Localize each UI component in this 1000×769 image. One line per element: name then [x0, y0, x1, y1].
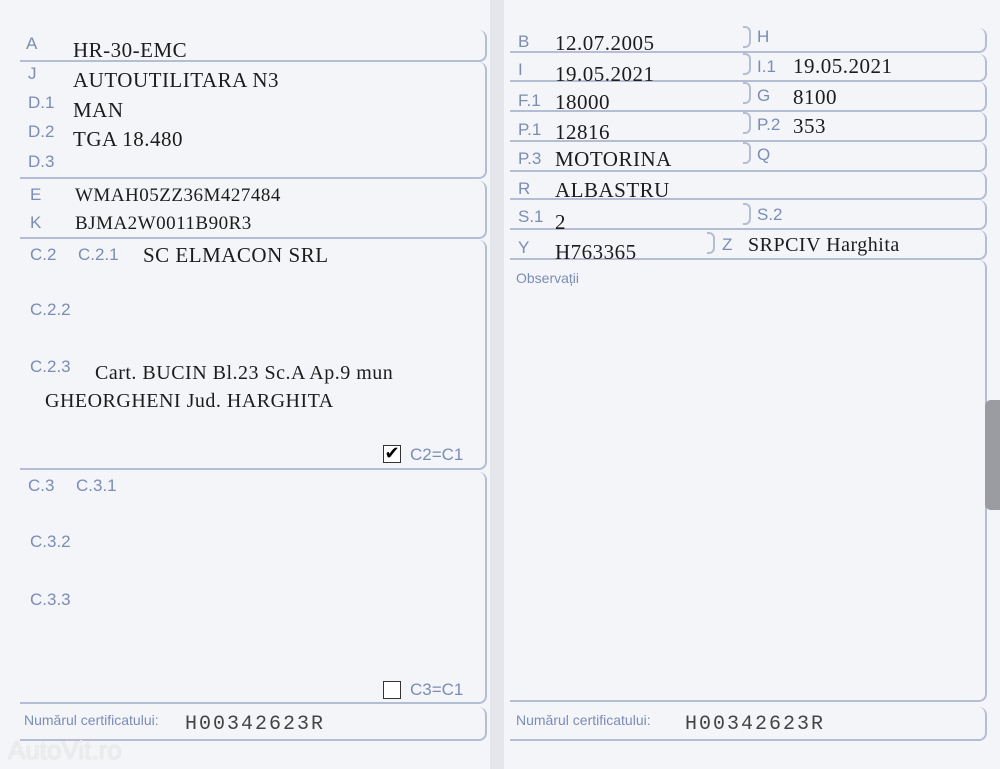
- value-owner-name: SC ELMACON SRL: [143, 243, 329, 267]
- label-r: R: [518, 179, 531, 198]
- value-engine-power: 353: [793, 114, 826, 138]
- label-d3: D.3: [28, 152, 55, 171]
- label-c22: C.2.2: [30, 300, 71, 319]
- label-observatii: Observații: [516, 270, 580, 286]
- label-j: J: [28, 64, 37, 83]
- value-first-registration: 12.07.2005: [555, 31, 655, 55]
- label-h: H: [757, 27, 770, 46]
- box-c3: [20, 472, 487, 704]
- label-i: I: [518, 60, 523, 79]
- value-fuel-type: MOTORINA: [555, 147, 672, 171]
- divider: [743, 142, 751, 164]
- checkbox-c2-equals-c1[interactable]: ✔: [384, 443, 400, 463]
- label-f1: F.1: [518, 91, 541, 110]
- label-c2-equals-c1: C2=C1: [410, 445, 464, 464]
- label-c23: C.2.3: [30, 357, 71, 376]
- label-y: Y: [518, 238, 530, 257]
- value-owner-address-line2: GHEORGHENI Jud. HARGHITA: [45, 390, 334, 412]
- divider: [743, 112, 751, 134]
- divider: [743, 82, 751, 104]
- label-s1: S.1: [518, 207, 544, 226]
- watermark-logo: AutoVit.ro: [8, 735, 122, 765]
- value-category: AUTOUTILITARA N3: [73, 68, 279, 92]
- label-certificate-number-left: Numărul certificatului:: [24, 712, 159, 728]
- value-y: H763365: [555, 240, 637, 264]
- label-b: B: [518, 32, 530, 51]
- label-c21: C.2.1: [78, 245, 119, 264]
- value-model: TGA 18.480: [73, 127, 183, 151]
- value-make: MAN: [73, 98, 124, 122]
- label-c3: C.3: [28, 476, 55, 495]
- label-c32: C.3.2: [30, 532, 71, 551]
- checkbox-c3-equals-c1[interactable]: [383, 681, 401, 699]
- label-p2: P.2: [757, 115, 781, 134]
- label-d2: D.2: [28, 122, 55, 141]
- divider: [743, 53, 751, 75]
- label-p3: P.3: [518, 149, 542, 168]
- divider: [707, 232, 715, 254]
- value-color: ALBASTRU: [555, 178, 670, 202]
- value-seats: 2: [555, 210, 566, 234]
- divider: [743, 203, 751, 225]
- value-type-approval: BJMA2W0011B90R3: [75, 213, 252, 234]
- page-tab: [985, 400, 1000, 510]
- label-c2: C.2: [30, 245, 57, 264]
- label-a: A: [26, 34, 38, 53]
- value-certificate-number-left: H00342623R: [185, 713, 326, 736]
- page-gutter: [490, 0, 504, 769]
- value-engine-capacity: 12816: [555, 120, 610, 144]
- label-g: G: [757, 86, 771, 105]
- value-registration-number: HR-30-EMC: [73, 38, 188, 62]
- value-mass-in-service: 8100: [793, 85, 837, 109]
- label-c33: C.3.3: [30, 590, 71, 609]
- value-registration-date: 19.05.2021: [555, 62, 655, 86]
- label-z: Z: [722, 235, 733, 254]
- label-k: K: [30, 213, 42, 232]
- value-i1-date: 19.05.2021: [793, 54, 893, 78]
- label-c31: C.3.1: [76, 476, 117, 495]
- label-c3-equals-c1: C3=C1: [410, 680, 464, 699]
- label-e: E: [30, 185, 42, 204]
- label-i1: I.1: [757, 57, 776, 76]
- value-vin: WMAH05ZZ36M427484: [75, 185, 281, 206]
- divider: [743, 26, 751, 48]
- value-owner-address-line1: Cart. BUCIN Bl.23 Sc.A Ap.9 mun: [95, 362, 394, 384]
- value-issuing-authority: SRPCIV Harghita: [748, 234, 900, 256]
- value-certificate-number-right: H00342623R: [685, 713, 826, 736]
- label-q: Q: [757, 145, 771, 164]
- box-c2: [20, 240, 487, 470]
- label-d1: D.1: [28, 93, 55, 112]
- value-max-mass: 18000: [555, 90, 610, 114]
- box-observatii: [510, 260, 987, 702]
- label-p1: P.1: [518, 120, 542, 139]
- label-s2: S.2: [757, 205, 783, 224]
- label-certificate-number-right: Numărul certificatului:: [516, 712, 651, 728]
